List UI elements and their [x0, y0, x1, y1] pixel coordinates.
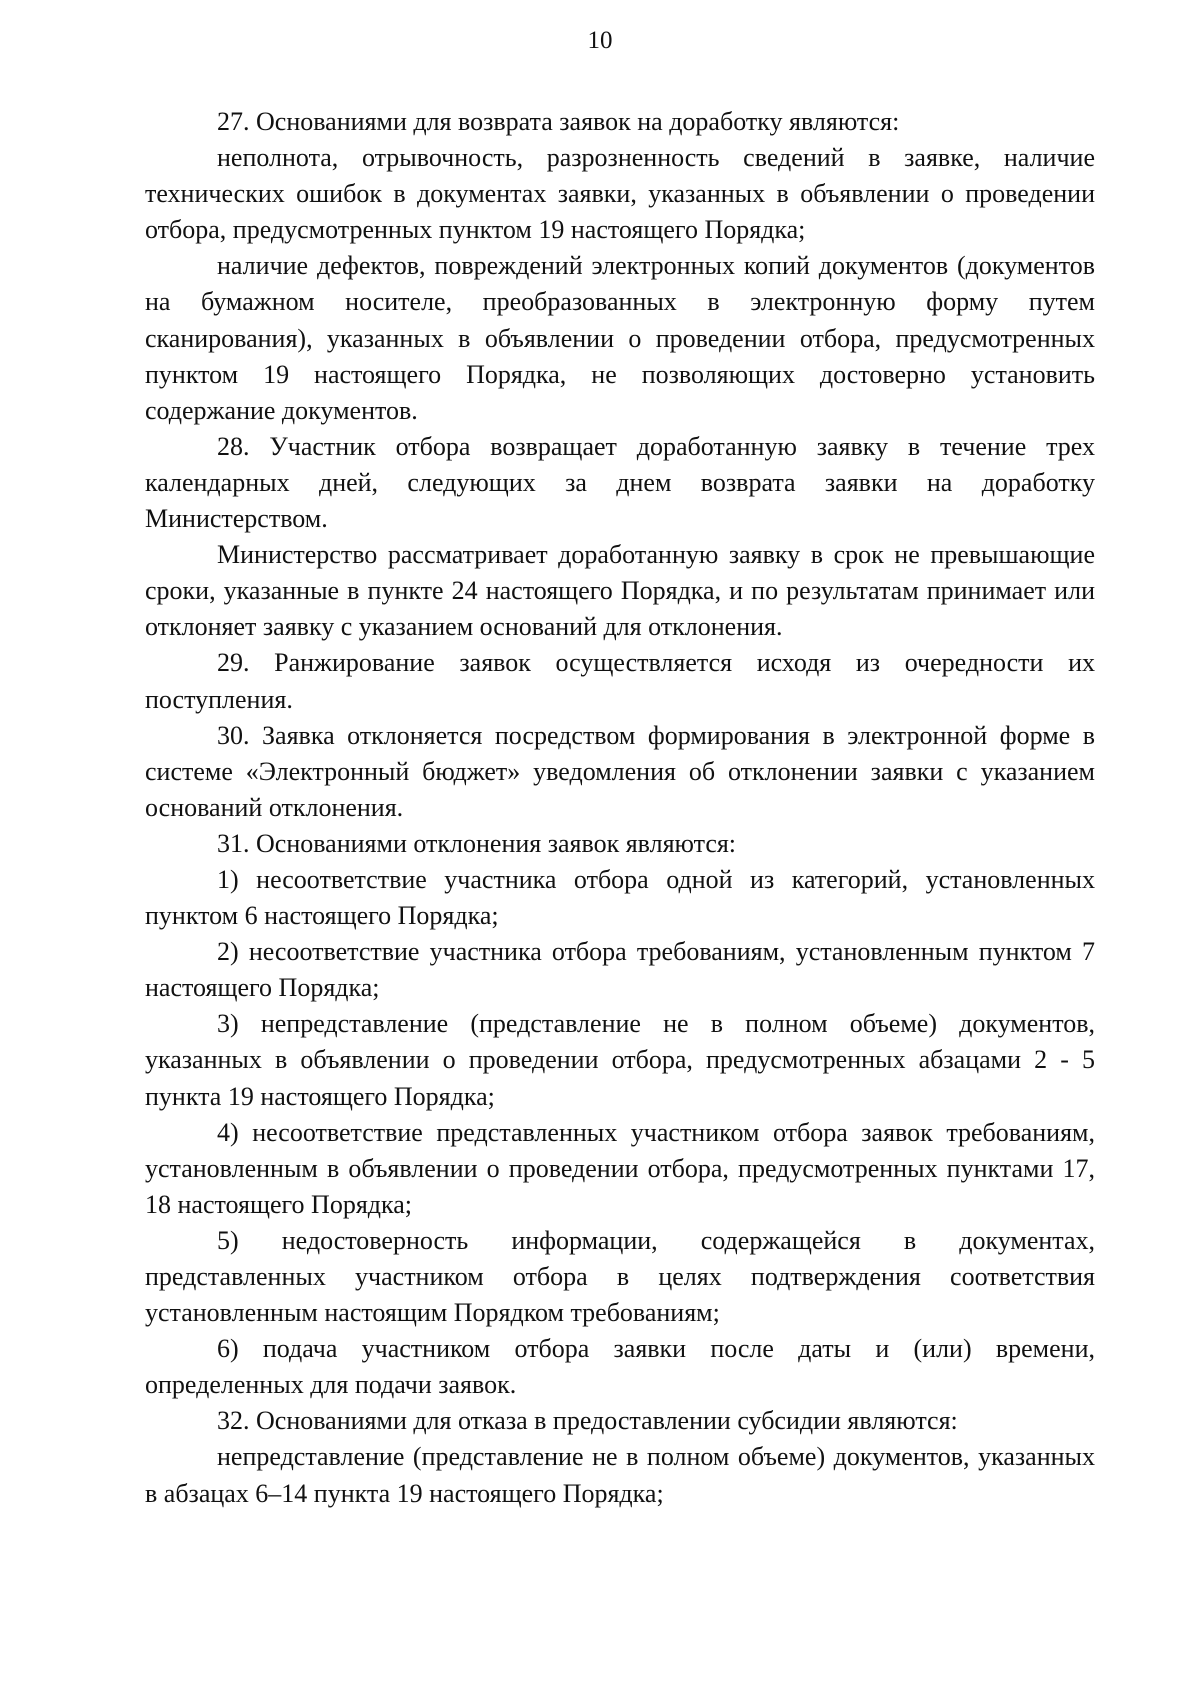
paragraph-32-reason-1: непредставление (представление не в полном объеме) документов, указанных в абзацах 6–14 пункта 19 настоящего Порядка;: [145, 1442, 1095, 1508]
paragraph-32-heading: 32. Основаниями для отказа в предоставлении субсидии являются:: [217, 1406, 958, 1436]
paragraph-31-item-4: 4) несоответствие представленных участником отбора заявок требованиям, установленным в объявлении о проведении отбора, предусмотренных пунктами 17, 18 настоящего Порядка;: [145, 1117, 1095, 1219]
paragraph-31-item-3: 3) непредставление (представление не в полном объеме) документов, указанных в объявлении о проведении отбора, предусмотренных абзацами 2 - 5 пункта 19 настоящего Порядка;: [145, 1009, 1095, 1111]
document-body: [145, 104, 1095, 1512]
page-number: 10: [587, 27, 613, 54]
paragraph-31-item-1: 1) несоответствие участника отбора одной из категорий, установленных пунктом 6 настоящего Порядка;: [145, 864, 1095, 931]
paragraph-28-ministry: Министерство рассматривает доработанную заявку в срок не превышающие сроки, указанные в пункте 24 настоящего Порядка, и по результатам принимает или отклоняет заявку с указанием оснований для отклонения.: [145, 540, 1095, 642]
paragraph-31-item-6: 6) подача участником отбора заявки после даты и (или) времени, определенных для подачи заявок.: [145, 1334, 1095, 1400]
paragraph-31-item-5: 5) недостоверность информации, содержащейся в документах, представленных участником отбора в целях подтверждения соответствия установленным настоящим Порядком требованиям;: [145, 1225, 1095, 1328]
paragraph-31-heading: 31. Основаниями отклонения заявок являются:: [217, 828, 737, 858]
paragraph-30: 30. Заявка отклоняется посредством формирования в электронной форме в системе «Электронный бюджет» уведомления об отклонении заявки с указанием оснований отклонения.: [145, 720, 1095, 822]
paragraph-28: 28. Участник отбора возвращает доработанную заявку в течение трех календарных дней, следующих за днем возврата заявки на доработку Министерством.: [145, 431, 1095, 534]
paragraph-27-reason-2: наличие дефектов, повреждений электронных копий документов (документов на бумажном носителе, преобразованных в электронную форму путем сканирования), указанных в объявлении о проведении отбора, предусмотренных пунктом 19 настоящего Порядка, не позволяющих достоверно установить содержание документов.: [145, 251, 1095, 425]
paragraph-31-item-2: 2) несоответствие участника отбора требованиям, установленным пунктом 7 настоящего Порядка;: [145, 937, 1095, 1003]
paragraph-29: 29. Ранжирование заявок осуществляется исходя из очередности их поступления.: [145, 648, 1095, 714]
paragraph-27-heading: 27. Основаниями для возврата заявок на доработку являются:: [217, 107, 900, 136]
paragraph-27-reason-1: неполнота, отрывочность, разрозненность сведений в заявке, наличие технических ошибок в документах заявки, указанных в объявлении о проведении отбора, предусмотренных пунктом 19 настоящего Порядка;: [145, 143, 1095, 245]
